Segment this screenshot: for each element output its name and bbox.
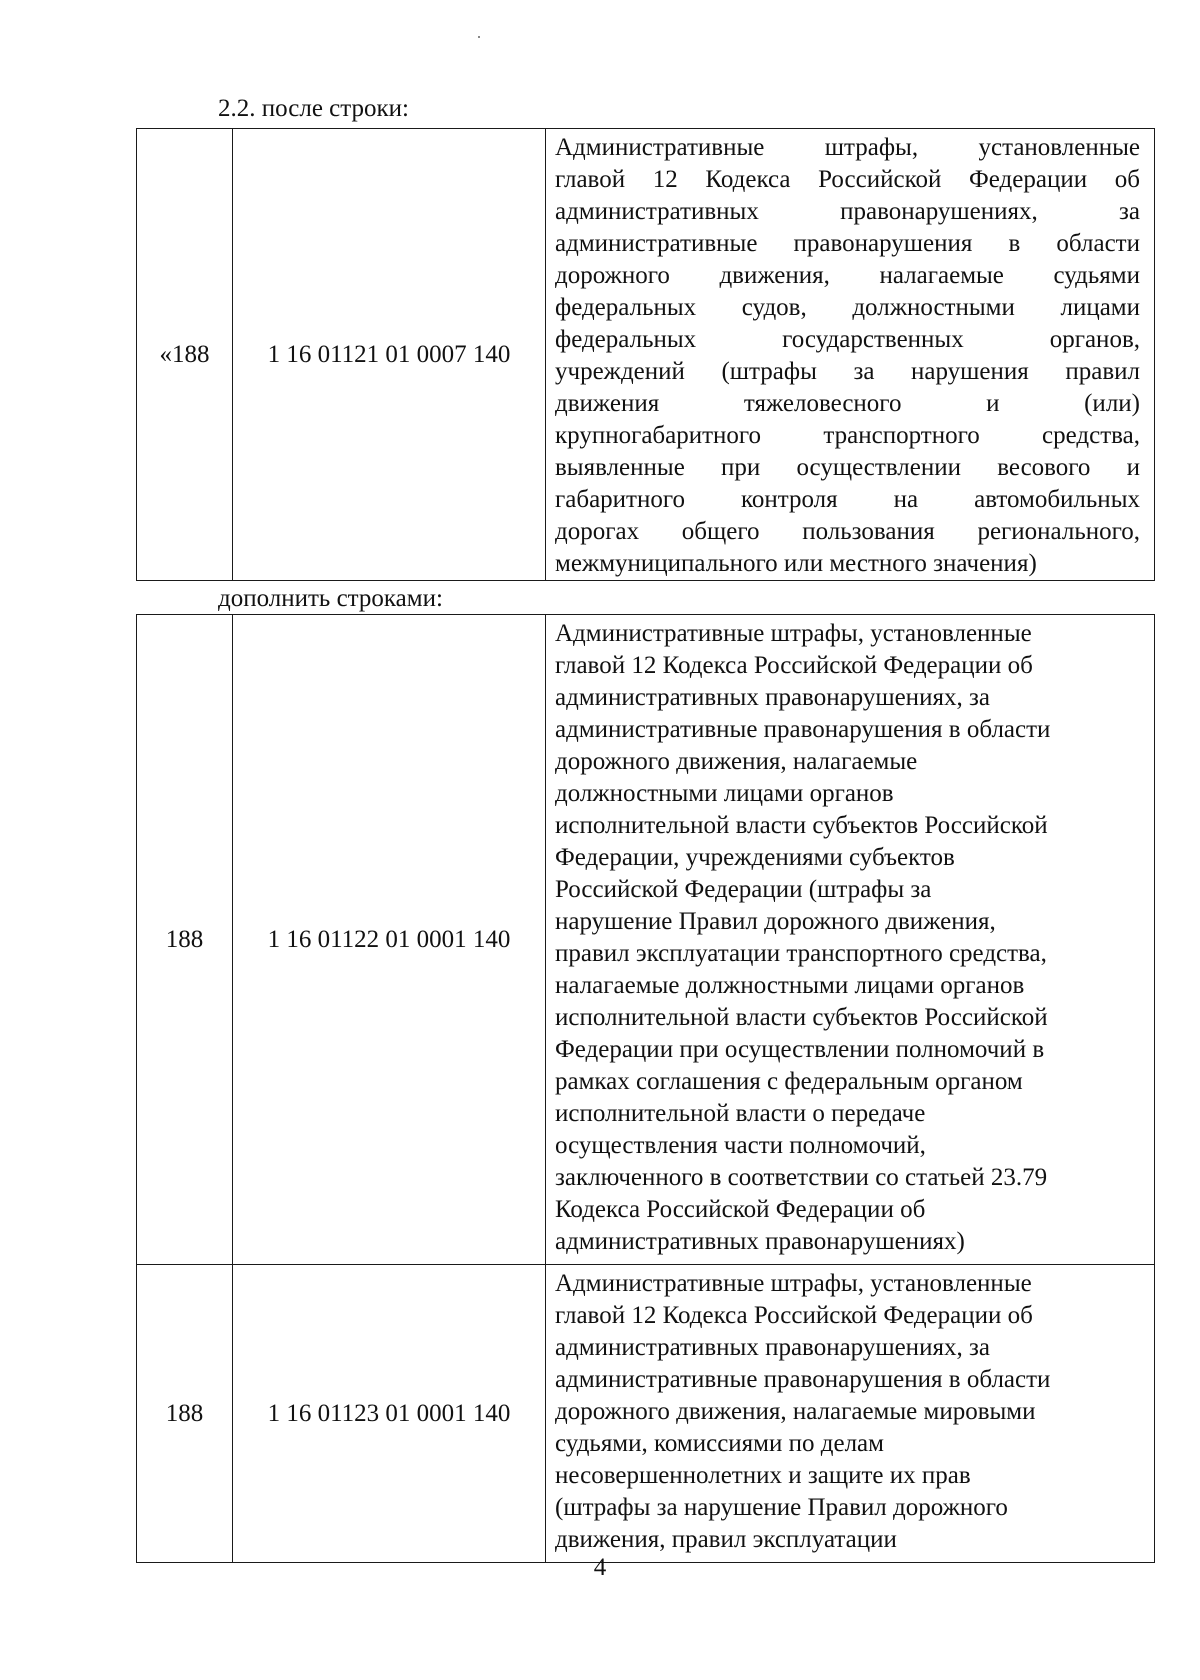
description-line: межмуниципального или местного значения): [555, 550, 1037, 577]
table-row: [137, 615, 1155, 1265]
description-line: главой 12 Кодекса Российской Федерации об: [555, 166, 1140, 193]
description-cell: [546, 129, 1155, 581]
existing-row-table: [136, 128, 1155, 581]
kbk-code-cell: 1 16 01122 01 0001 140: [233, 615, 546, 1265]
description-line: дорожного движения, налагаемые: [555, 748, 918, 775]
description-line: Федерации при осуществлении полномочий в: [555, 1036, 1045, 1063]
description-line: осуществления части полномочий,: [555, 1132, 926, 1159]
heading-add-rows: дополнить строками:: [218, 585, 443, 612]
description-line: дорогах общего пользования регионального,: [555, 518, 1140, 545]
description-line: Федерации, учреждениями субъектов: [555, 844, 955, 871]
description-line: федеральных судов, должностными лицами: [555, 294, 1140, 321]
description-line: нарушение Правил дорожного движения,: [555, 908, 996, 935]
description-line: Административные штрафы, установленные: [555, 134, 1140, 161]
page-number: 4: [593, 1554, 607, 1581]
description-line: административных правонарушениях, за: [555, 198, 1140, 225]
description-line: крупногабаритного транспортного средства,: [555, 422, 1140, 449]
description-line: Административные штрафы, установленные: [555, 1270, 1032, 1297]
description-line: главой 12 Кодекса Российской Федерации об: [555, 1302, 1033, 1329]
description-line: административные правонарушения в области: [555, 1366, 1051, 1393]
description-line: (штрафы за нарушение Правил дорожного: [555, 1494, 1008, 1521]
table-row: [137, 129, 1155, 581]
description-line: дорожного движения, налагаемые мировыми: [555, 1398, 1036, 1425]
description-line: исполнительной власти о передаче: [555, 1100, 926, 1127]
description-line: административные правонарушения в области: [555, 230, 1140, 257]
description-line: административных правонарушениях, за: [555, 1334, 990, 1361]
description-line: учреждений (штрафы за нарушения правил: [555, 358, 1140, 385]
admin-code-cell: 188: [137, 615, 233, 1265]
description-line: рамках соглашения с федеральным органом: [555, 1068, 1023, 1095]
description-line: административных правонарушениях): [555, 1228, 965, 1255]
description-line: налагаемые должностными лицами органов: [555, 972, 1025, 999]
admin-code-cell: «188: [137, 129, 233, 581]
description-line: правил эксплуатации транспортного средства,: [555, 940, 1047, 967]
description-line: исполнительной власти субъектов Российской: [555, 1004, 1048, 1031]
description-line: федеральных государственных органов,: [555, 326, 1140, 353]
description-cell: [546, 1265, 1155, 1563]
description-line: Административные штрафы, установленные: [555, 620, 1032, 647]
description-line: движения, правил эксплуатации: [555, 1526, 897, 1553]
description-line: выявленные при осуществлении весового и: [555, 454, 1140, 481]
scan-speck: [478, 36, 480, 38]
description-line: дорожного движения, налагаемые судьями: [555, 262, 1140, 289]
description-line: судьями, комиссиями по делам: [555, 1430, 884, 1457]
heading-after-row: 2.2. после строки:: [218, 95, 409, 122]
description-cell: [546, 615, 1155, 1265]
description-line: несовершеннолетних и защите их прав: [555, 1462, 971, 1489]
kbk-code-cell: 1 16 01123 01 0001 140: [233, 1265, 546, 1563]
kbk-code-cell: 1 16 01121 01 0007 140: [233, 129, 546, 581]
description-line: Российской Федерации (штрафы за: [555, 876, 932, 903]
description-line: должностными лицами органов: [555, 780, 894, 807]
description-line: исполнительной власти субъектов Российской: [555, 812, 1048, 839]
description-line: габаритного контроля на автомобильных: [555, 486, 1140, 513]
description-line: административных правонарушениях, за: [555, 684, 990, 711]
description-line: административные правонарушения в области: [555, 716, 1051, 743]
description-line: заключенного в соответствии со статьей 23.79: [555, 1164, 1048, 1191]
description-line: движения тяжеловесного и (или): [555, 390, 1140, 417]
table-row: [137, 1265, 1155, 1563]
new-rows-table: [136, 614, 1155, 1563]
admin-code-cell: 188: [137, 1265, 233, 1563]
description-line: главой 12 Кодекса Российской Федерации об: [555, 652, 1033, 679]
description-line: Кодекса Российской Федерации об: [555, 1196, 926, 1223]
